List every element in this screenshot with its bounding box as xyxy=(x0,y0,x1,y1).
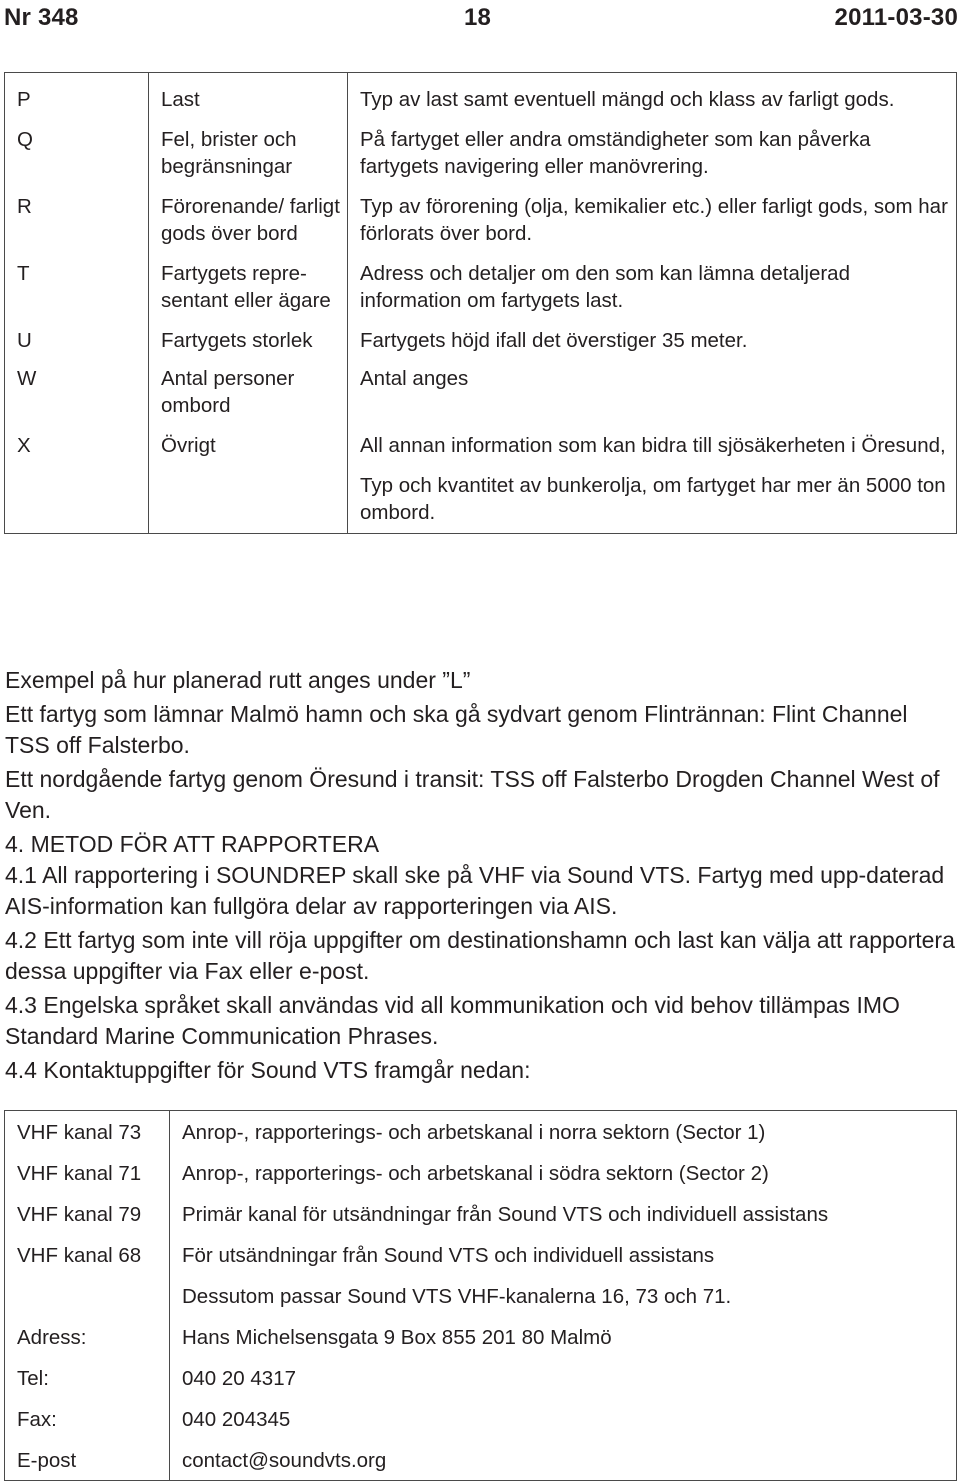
table-row xyxy=(5,432,957,472)
code-cell: W xyxy=(5,365,149,432)
page-header xyxy=(0,0,960,40)
section-heading: 4. METOD FÖR ATT RAPPORTERA xyxy=(5,831,380,857)
table-row xyxy=(5,1439,957,1481)
contact-key: VHF kanal 68 xyxy=(5,1234,170,1275)
table-row xyxy=(5,365,957,432)
code-cell xyxy=(5,472,149,534)
contact-key: Tel: xyxy=(5,1357,170,1398)
table-row xyxy=(5,1357,957,1398)
table-row xyxy=(5,260,957,327)
description-cell: Typ av förorening (olja, kemikalier etc.) eller farligt gods, som har förlorats över bord. xyxy=(348,193,957,260)
contact-value: 040 20 4317 xyxy=(170,1357,957,1398)
contact-value: Hans Michelsensgata 9 Box 855 201 80 Malmö xyxy=(170,1316,957,1357)
issue-number: Nr 348 xyxy=(4,4,79,31)
label-cell: Övrigt xyxy=(149,432,348,472)
description-cell: All annan information som kan bidra till sjösäkerheten i Öresund, xyxy=(348,432,957,472)
description-cell: Antal anges xyxy=(348,365,957,432)
description-cell: Typ av last samt eventuell mängd och klass av farligt gods. xyxy=(348,73,957,127)
table-row xyxy=(5,1152,957,1193)
table-row xyxy=(5,1398,957,1439)
issue-date: 2011-03-30 xyxy=(834,4,958,31)
report-codes-table xyxy=(4,72,957,534)
description-cell: Fartygets höjd ifall det överstiger 35 meter. xyxy=(348,327,957,365)
table-row xyxy=(5,1234,957,1275)
table-row xyxy=(5,1275,957,1316)
contact-key: Fax: xyxy=(5,1398,170,1439)
code-cell: X xyxy=(5,432,149,472)
contact-key: E-post xyxy=(5,1439,170,1481)
contact-value: För utsändningar från Sound VTS och individuell assistans xyxy=(170,1234,957,1275)
label-cell xyxy=(149,472,348,534)
contact-key: VHF kanal 73 xyxy=(5,1111,170,1153)
route-example-heading: Exempel på hur planerad rutt anges under ”L” xyxy=(5,667,471,693)
label-cell: Fartygets storlek xyxy=(149,327,348,365)
code-cell: U xyxy=(5,327,149,365)
contact-key xyxy=(5,1275,170,1316)
contact-value: Dessutom passar Sound VTS VHF-kanalerna 16, 73 och 71. xyxy=(170,1275,957,1316)
paragraph-4-1: 4.1 All rapportering i SOUNDREP skall ske på VHF via Sound VTS. Fartyg med upp-daterad AIS-information kan fullgöra delar av rapporteringen via AIS. xyxy=(5,862,945,919)
paragraph-4-4: 4.4 Kontaktuppgifter för Sound VTS framgår nedan: xyxy=(5,1057,531,1083)
label-cell: Antal personer ombord xyxy=(149,365,348,432)
code-cell: P xyxy=(5,73,149,127)
description-cell: Adress och detaljer om den som kan lämna detaljerad information om fartygets last. xyxy=(348,260,957,327)
table-row xyxy=(5,1111,957,1153)
contact-value: Anrop-, rapporterings- och arbetskanal i norra sektorn (Sector 1) xyxy=(170,1111,957,1153)
page-number: 18 xyxy=(464,4,492,31)
table-row xyxy=(5,1316,957,1357)
code-cell: R xyxy=(5,193,149,260)
table-row xyxy=(5,472,957,534)
label-cell: Förorenande/ farligt gods över bord xyxy=(149,193,348,260)
table-row xyxy=(5,193,957,260)
route-example-1: Ett fartyg som lämnar Malmö hamn och ska gå sydvart genom Flintrännan: Flint Channel TSS off Falsterbo. xyxy=(5,701,908,758)
route-example-2: Ett nordgående fartyg genom Öresund i transit: TSS off Falsterbo Drogden Channel West of Ven. xyxy=(5,766,940,823)
table-row xyxy=(5,327,957,365)
description-cell: På fartyget eller andra omständigheter som kan påverka fartygets navigering eller manövrering. xyxy=(348,126,957,193)
contact-email[interactable]: contact@soundvts.org xyxy=(170,1439,957,1481)
label-cell: Fartygets repre-sentant eller ägare xyxy=(149,260,348,327)
contact-key: VHF kanal 71 xyxy=(5,1152,170,1193)
label-cell: Fel, brister och begränsningar xyxy=(149,126,348,193)
paragraph-4-3: 4.3 Engelska språket skall användas vid all kommunikation och vid behov tillämpas IMO Standard Marine Communication Phrases. xyxy=(5,992,900,1049)
contact-key: Adress: xyxy=(5,1316,170,1357)
table-row xyxy=(5,73,957,127)
label-cell: Last xyxy=(149,73,348,127)
contact-table xyxy=(4,1110,957,1481)
body-text xyxy=(5,665,955,1086)
contact-key: VHF kanal 79 xyxy=(5,1193,170,1234)
contact-value: Primär kanal för utsändningar från Sound VTS och individuell assistans xyxy=(170,1193,957,1234)
code-cell: T xyxy=(5,260,149,327)
code-cell: Q xyxy=(5,126,149,193)
table-row xyxy=(5,126,957,193)
paragraph-4-2: 4.2 Ett fartyg som inte vill röja uppgifter om destinationshamn och last kan välja att rapportera dessa uppgifter via Fax eller e-post. xyxy=(5,927,955,984)
table-row xyxy=(5,1193,957,1234)
contact-value: Anrop-, rapporterings- och arbetskanal i södra sektorn (Sector 2) xyxy=(170,1152,957,1193)
description-cell: Typ och kvantitet av bunkerolja, om fartyget har mer än 5000 ton ombord. xyxy=(348,472,957,534)
contact-value: 040 204345 xyxy=(170,1398,957,1439)
